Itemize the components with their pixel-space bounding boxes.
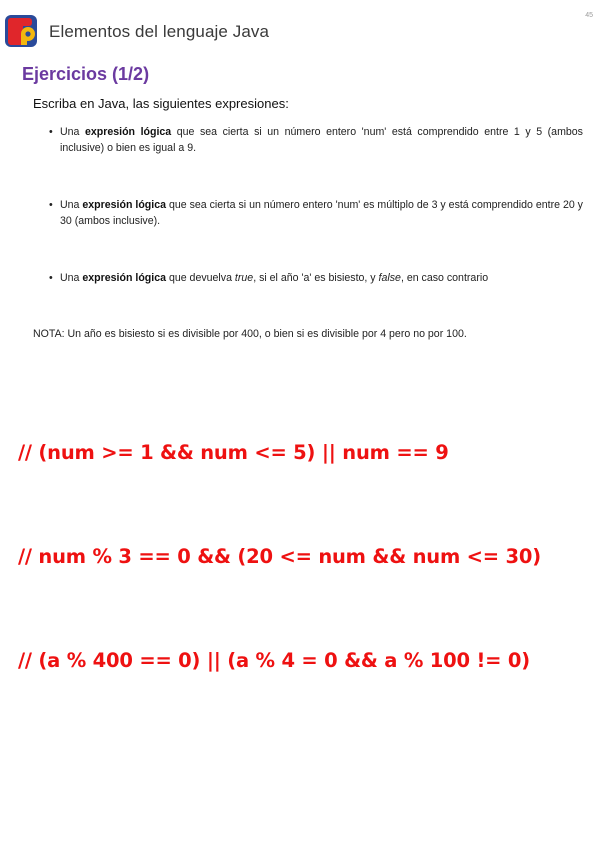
- page-number: 45: [585, 12, 593, 19]
- note-text: NOTA: Un año es bisiesto si es divisible por 400, o bien si es divisible por 4 pero no por 100.: [33, 328, 467, 340]
- fp-logo-icon: [4, 14, 38, 48]
- exercise-intro: Escriba en Java, las siguientes expresiones:: [33, 96, 289, 111]
- answer-line-2: // num % 3 == 0 && (20 <= num && num <= 30): [18, 545, 541, 568]
- answer-line-1: // (num >= 1 && num <= 5) || num == 9: [18, 441, 449, 464]
- exercise-item-text: Una expresión lógica que sea cierta si un número entero 'num' es múltiplo de 3 y está comprendido entre 20 y 30 (ambos inclusive).: [60, 199, 583, 227]
- course-title: Elementos del lenguaje Java: [49, 22, 270, 41]
- bullet-icon: •: [49, 126, 53, 138]
- slide-header: [0, 0, 600, 52]
- exercise-title: Ejercicios (1/2): [22, 64, 150, 84]
- exercise-item-2: [49, 197, 583, 229]
- exercise-item-3: [49, 270, 583, 286]
- bullet-icon: •: [49, 272, 53, 284]
- exercise-item-text: Una expresión lógica que sea cierta si un número entero 'num' está comprendido entre 1 y 5 (ambos inclusive) o bien es igual a 9.: [60, 126, 583, 154]
- exercise-item-text: Una expresión lógica que devuelva true, si el año 'a' es bisiesto, y false, en caso contrario: [60, 272, 489, 284]
- answer-line-3: // (a % 400 == 0) || (a % 4 = 0 && a % 100 != 0): [18, 649, 530, 672]
- bullet-icon: •: [49, 199, 53, 211]
- exercise-item-1: [49, 124, 583, 156]
